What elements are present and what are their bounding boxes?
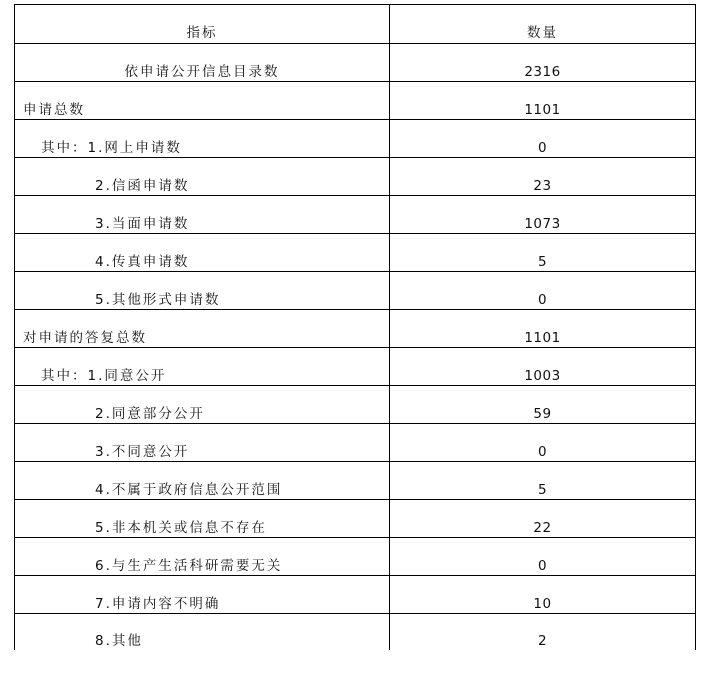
row-value: 23 bbox=[390, 158, 696, 196]
row-value: 5 bbox=[390, 234, 696, 272]
table-row bbox=[15, 272, 696, 310]
table-row bbox=[15, 196, 696, 234]
table-row bbox=[15, 348, 696, 386]
row-label: 7.申请内容不明确 bbox=[15, 576, 390, 614]
row-label: 3.当面申请数 bbox=[15, 196, 390, 234]
row-value: 22 bbox=[390, 500, 696, 538]
table-row bbox=[15, 120, 696, 158]
row-label: 2.信函申请数 bbox=[15, 158, 390, 196]
row-value: 0 bbox=[390, 272, 696, 310]
row-label: 其中：1.同意公开 bbox=[15, 348, 390, 386]
row-value: 2316 bbox=[390, 44, 696, 82]
row-label: 6.与生产生活科研需要无关 bbox=[15, 538, 390, 576]
row-value: 1003 bbox=[390, 348, 696, 386]
table-row bbox=[15, 82, 696, 120]
statistics-table bbox=[14, 4, 696, 650]
row-label: 3.不同意公开 bbox=[15, 424, 390, 462]
row-label: 5.其他形式申请数 bbox=[15, 272, 390, 310]
row-label: 对申请的答复总数 bbox=[15, 310, 390, 348]
table-row bbox=[15, 500, 696, 538]
header-quantity: 数量 bbox=[390, 5, 696, 44]
table-row bbox=[15, 576, 696, 614]
row-label: 4.不属于政府信息公开范围 bbox=[15, 462, 390, 500]
row-value: 0 bbox=[390, 424, 696, 462]
row-value: 10 bbox=[390, 576, 696, 614]
row-label: 其中：1.网上申请数 bbox=[15, 120, 390, 158]
header-indicator: 指标 bbox=[15, 5, 390, 44]
row-label: 依申请公开信息目录数 bbox=[15, 44, 390, 82]
row-value: 1101 bbox=[390, 310, 696, 348]
row-value: 2 bbox=[390, 614, 696, 650]
table-row bbox=[15, 44, 696, 82]
row-label: 8.其他 bbox=[15, 614, 390, 650]
row-value: 0 bbox=[390, 120, 696, 158]
table-row bbox=[15, 538, 696, 576]
row-value: 1101 bbox=[390, 82, 696, 120]
table-row bbox=[15, 386, 696, 424]
row-value: 1073 bbox=[390, 196, 696, 234]
row-value: 0 bbox=[390, 538, 696, 576]
row-label: 4.传真申请数 bbox=[15, 234, 390, 272]
table-row bbox=[15, 462, 696, 500]
row-label: 5.非本机关或信息不存在 bbox=[15, 500, 390, 538]
table-row bbox=[15, 310, 696, 348]
table-row bbox=[15, 234, 696, 272]
table-header-row bbox=[15, 5, 696, 44]
table-row bbox=[15, 424, 696, 462]
table-row bbox=[15, 158, 696, 196]
row-value: 5 bbox=[390, 462, 696, 500]
table-row bbox=[15, 614, 696, 650]
row-value: 59 bbox=[390, 386, 696, 424]
row-label: 2.同意部分公开 bbox=[15, 386, 390, 424]
row-label: 申请总数 bbox=[15, 82, 390, 120]
